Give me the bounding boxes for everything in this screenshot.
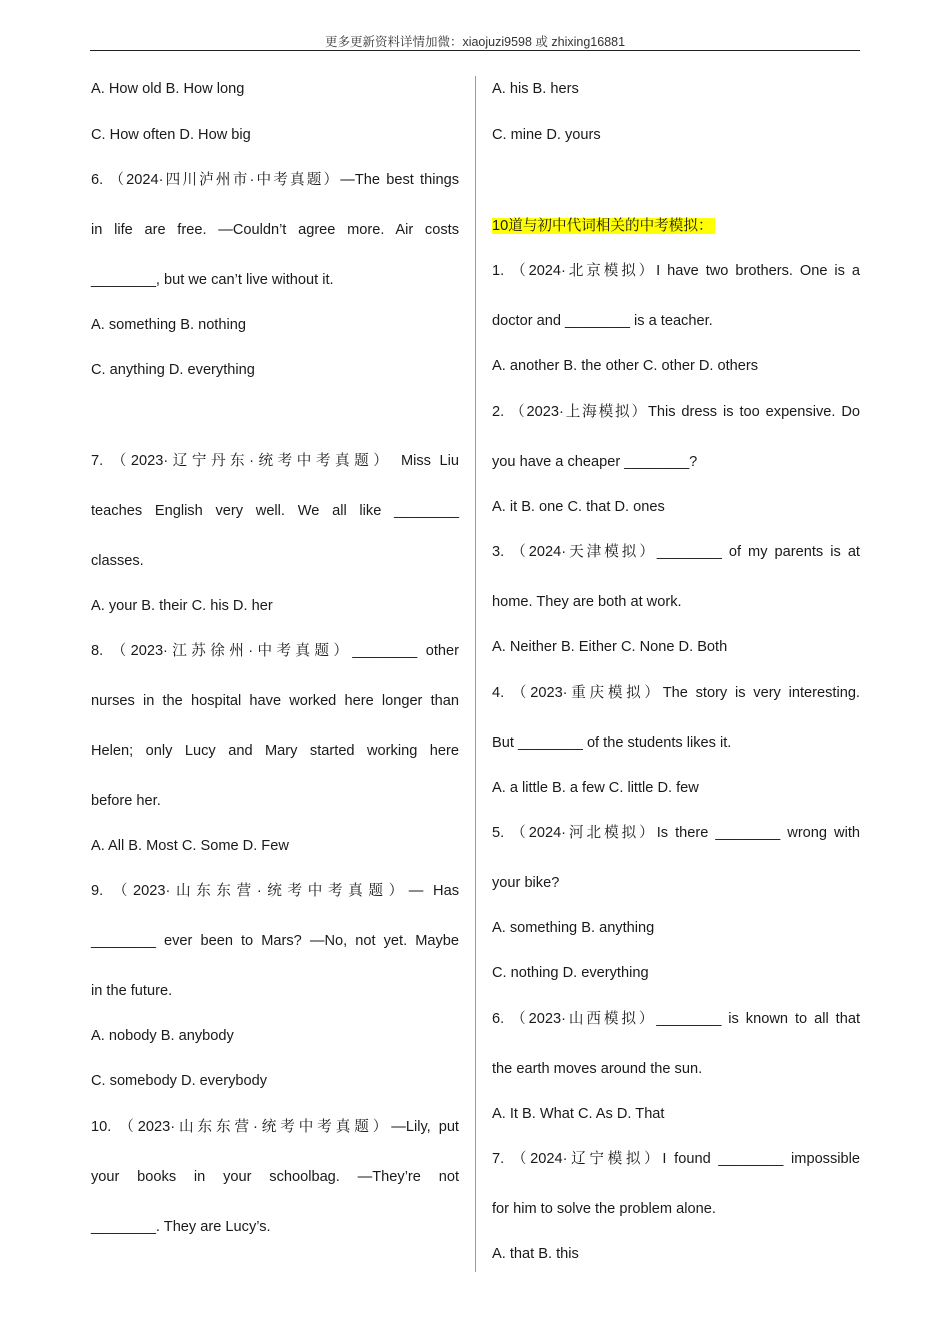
text-line: A. your B. their C. his D. her [91, 598, 273, 614]
text-line: ________. They are Lucy’s. [91, 1219, 271, 1235]
text-line: C. mine D. yours [492, 127, 601, 143]
text-line: doctor and ________ is a teacher. [492, 313, 713, 329]
column-divider [475, 76, 476, 1272]
text-line: A. something B. anything [492, 920, 655, 936]
text-line: A. It B. What C. As D. That [492, 1106, 665, 1122]
text-line: C. anything D. everything [91, 362, 255, 378]
text-line: 2. （2023·上海模拟）This dress is too expensive. Do [492, 404, 860, 420]
text-line: A. nobody B. anybody [91, 1028, 234, 1044]
text-line: 1. （2024·北京模拟）I have two brothers. One is a [492, 263, 860, 279]
text-line: 7. （2024·辽宁模拟）I found ________ impossible [492, 1151, 860, 1167]
header-rule [90, 50, 860, 51]
text-line: C. nothing D. everything [492, 965, 649, 981]
text-line: classes. [91, 553, 144, 569]
text-line: 4. （2023·重庆模拟）The story is very interesting. [492, 685, 860, 701]
text-line: A. his B. hers [492, 81, 579, 97]
text-line: Helen; only Lucy and Mary started working here [91, 743, 459, 759]
text-line: for him to solve the problem alone. [492, 1201, 716, 1217]
text-line: 5. （2024·河北模拟）Is there ________ wrong with [492, 825, 860, 841]
text-line: ________, but we can’t live without it. [91, 272, 334, 288]
text-line: 7. （2023·辽宁丹东·统考中考真题） Miss Liu [91, 453, 459, 469]
text-line: C. How often D. How big [91, 127, 251, 143]
text-line: 10. （2023·山东东营·统考中考真题）—Lily, put [91, 1119, 459, 1135]
text-line: your books in your schoolbag. —They’re not [91, 1169, 459, 1185]
text-line: home. They are both at work. [492, 594, 682, 610]
text-line: you have a cheaper ________? [492, 454, 698, 470]
text-line: 6. （2024·四川泸州市·中考真题）—The best things [91, 172, 459, 188]
text-line: A. something B. nothing [91, 317, 246, 333]
text-line: C. somebody D. everybody [91, 1073, 268, 1089]
text-line: before her. [91, 793, 161, 809]
text-line: nurses in the hospital have worked here longer than [91, 693, 459, 709]
page-header: 更多更新资料详情加微：xiaojuzi9598 或 zhixing16881 [324, 35, 626, 49]
text-line: 6. （2023·山西模拟）________ is known to all that [492, 1011, 860, 1027]
text-line: 9. （2023·山东东营·统考中考真题）— Has [91, 883, 459, 899]
highlighted-heading: 10道与初中代词相关的中考模拟： [492, 218, 713, 234]
text-line: the earth moves around the sun. [492, 1061, 703, 1077]
text-line: teaches English very well. We all like ________ [91, 503, 459, 519]
text-line: A. How old B. How long [91, 81, 245, 97]
text-line: A. that B. this [492, 1246, 579, 1262]
text-line: 3. （2024·天津模拟）________ of my parents is at [492, 544, 860, 560]
text-line: A. it B. one C. that D. ones [492, 499, 665, 515]
text-line: in the future. [91, 983, 173, 999]
text-line: ________ ever been to Mars? —No, not yet. Maybe [91, 933, 459, 949]
text-line: A. Neither B. Either C. None D. Both [492, 639, 728, 655]
text-line: A. another B. the other C. other D. others [492, 358, 759, 374]
text-line: your bike? [492, 875, 560, 891]
text-line: in life are free. —Couldn’t agree more. Air costs [91, 222, 459, 238]
text-line: A. a little B. a few C. little D. few [492, 780, 699, 796]
text-line: But ________ of the students likes it. [492, 735, 732, 751]
text-line: 8. （2023·江苏徐州·中考真题）________ other [91, 643, 459, 659]
text-line: A. All B. Most C. Some D. Few [91, 838, 289, 854]
section-heading [492, 215, 860, 237]
